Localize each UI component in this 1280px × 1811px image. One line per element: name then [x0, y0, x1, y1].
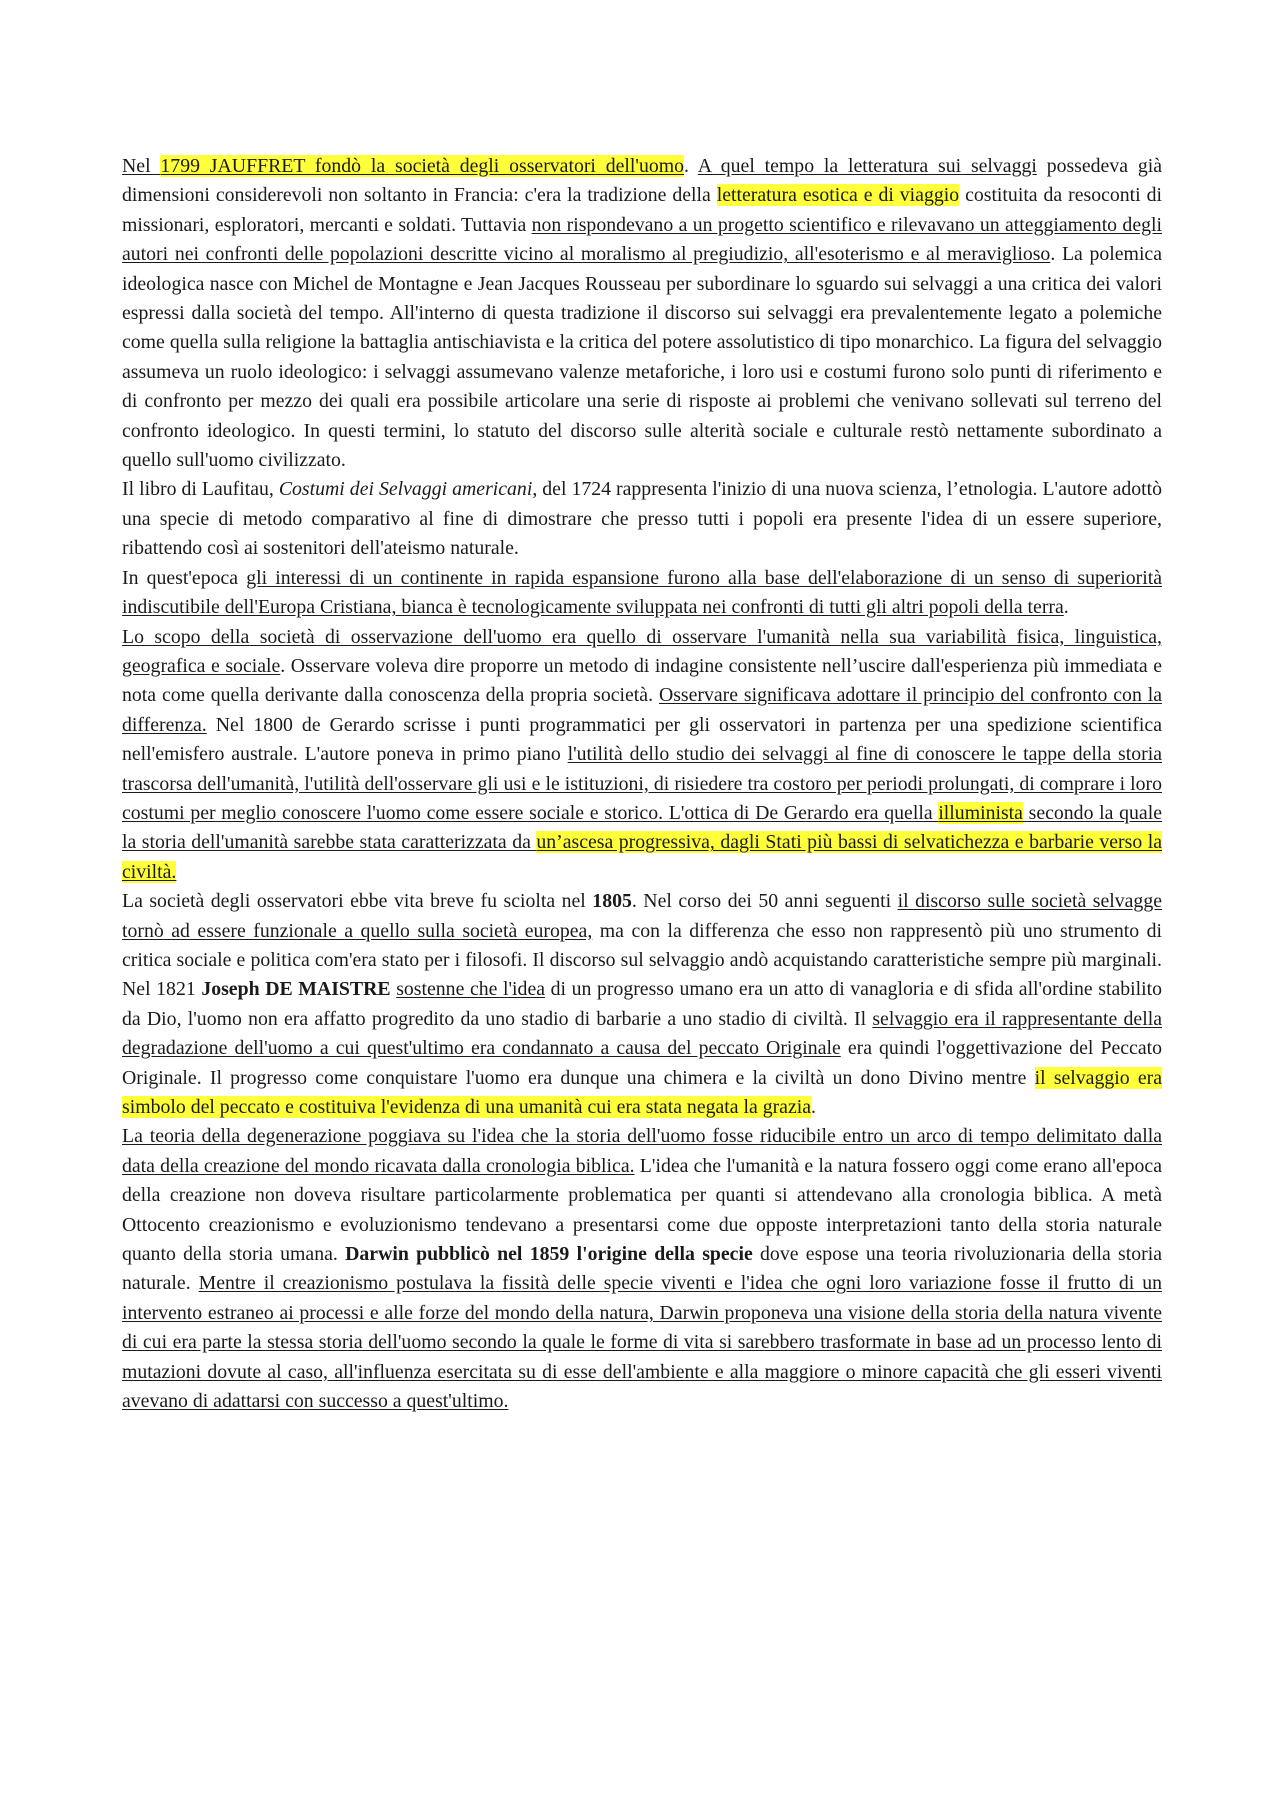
text-segment: possedeva già dimensioni considerevoli non soltanto in Francia: c'era la tradizione della	[122, 155, 1163, 207]
text-segment: .	[1063, 596, 1069, 619]
text-segment: dove espose una teoria rivoluzionaria della storia naturale.	[122, 1243, 1162, 1295]
paragraph-jauffret	[122, 152, 1162, 475]
text-segment: L'idea che l'umanità e la natura fossero oggi come erano all'epoca della creazione non doveva risultare particolarmente problematica per quanti si attendevano alla cronologia biblica. A metà Ottocento creazionismo e evoluzionismo tendevano a presentarsi come due opposte interpretazioni tanto della storia naturale quanto della storia umana.	[122, 1154, 1162, 1266]
paragraph-observation	[122, 623, 1162, 888]
text-segment: Lo scopo della società di osservazione dell'uomo era quello di osservare l'umanità nella sua variabilità fisica, linguistica, geografica e sociale	[122, 625, 1162, 677]
text-segment: un’ascesa progressiva, dagli Stati più bassi di selvatichezza e barbarie verso la civiltà.	[122, 831, 1162, 883]
text-segment: selvaggio era il rappresentante della degradazione dell'uomo a cui quest'ultimo era condannato a causa del peccato Originale	[122, 1007, 1162, 1060]
text-segment: sostenne che l'idea	[396, 978, 545, 1001]
text-segment: Costumi dei Selvaggi americani	[278, 478, 533, 501]
paragraph-laufitau	[122, 475, 1162, 563]
text-segment: Mentre il creazionismo postulava la fissità delle specie viventi e l'idea che ogni loro variazione fosse il frutto di un intervento estraneo ai processi e alle forze del mondo della natura, Darwin proponeva una visione della storia della natura vivente di cui era parte la stessa storia dell'uomo secondo la quale le forme di vita si sarebbero trasformate in base ad un processo lento di mutazioni dovute al caso, all'influenza esercitata su di esse dell'ambiente e alla maggiore o minore capacità che gli esseri viventi avevano di adattarsi con successo a quest'ultimo.	[122, 1272, 1162, 1413]
text-segment: costituita da resoconti di missionari, esploratori, mercanti e soldati. Tuttavia	[122, 184, 1162, 236]
text-segment: l'utilità dello studio dei selvaggi al fine di conoscere le tappe della storia trascorsa dell'umanità, l'utilità dell'osservare gli usi e le istituzioni, di risiedere tra costoro per periodi prolungati, di comprare i loro costumi per meglio conoscere l'uomo come essere sociale e storico. L'ottica di De Gerardo era quella	[122, 743, 1162, 824]
text-segment: gli interessi di un continente in rapida espansione furono alla base dell'elaborazione di un senso di superiorità indiscutibile dell'Europa Cristiana, bianca è tecnologicamente sviluppata nei confronti di tutti gli altri popoli della terra	[122, 566, 1163, 619]
text-segment: La società degli osservatori ebbe vita breve fu sciolta nel	[122, 890, 593, 913]
text-segment: . Nel corso dei 50 anni seguenti	[631, 890, 898, 913]
text-segment: letteratura esotica e di viaggio	[716, 184, 960, 207]
text-segment: Osservare significava adottare il principio del confronto con la differenza.	[122, 684, 1163, 736]
text-segment: non rispondevano a un progetto scientifico e rilevavano un atteggiamento degli autori nei confronti delle popolazioni descritte vicino al moralismo al pregiudizio, all'esoterismo e al meraviglioso	[122, 213, 1162, 266]
text-segment: secondo la quale la storia dell'umanità sarebbe stata caratterizzata da	[122, 801, 1162, 854]
text-segment: . Osservare voleva dire proporre un metodo di indagine consistente nell’uscire dall'esperienza più immediata e nota come quella derivante dalla conoscenza della propria società.	[122, 654, 1162, 707]
text-segment: A quel tempo la letteratura sui selvaggi	[697, 155, 1037, 177]
paragraph-de-maistre	[122, 887, 1162, 1122]
text-segment: Nel	[122, 155, 161, 177]
document-page	[122, 152, 1162, 1416]
text-segment: La teoria della degenerazione poggiava su l'idea che la storia dell'uomo fosse riducibile entro un arco di tempo delimitato dalla data della creazione del mondo ricavata dalla cronologia biblica.	[122, 1125, 1162, 1177]
text-segment: Il libro di Laufitau,	[122, 478, 279, 501]
text-segment: Joseph DE MAISTRE	[201, 978, 391, 1001]
paragraph-europe	[122, 564, 1162, 623]
text-segment: , del 1724 rappresenta l'inizio di una nuova scienza, l’etnologia. L'autore adottò una specie di metodo comparativo al fine di dimostrare che presso tutti i popoli era presente l'idea di un essere superiore, ribattendo così ai sostenitori dell'ateismo naturale.	[122, 478, 1163, 560]
text-segment: il discorso sulle società selvagge tornò ad essere funzionale a quello sulla società europea,	[122, 890, 1162, 942]
text-segment: illuminista	[938, 801, 1023, 824]
text-segment: 1805	[592, 890, 632, 913]
text-segment: .	[811, 1096, 816, 1118]
text-segment: Nel 1800 de Gerardo scrisse i punti programmatici per gli osservatori in partenza per una spedizione scientifica nell'emisfero australe. L'autore poneva in primo piano	[122, 713, 1162, 766]
text-segment: . La polemica ideologica nasce con Michel de Montagne e Jean Jacques Rousseau per subordinare lo sguardo sui selvaggi a una critica dei valori espressi dalla società del tempo. All'interno di questa tradizione il discorso sui selvaggi era prevalentemente legato a polemiche come quella sulla religione la battaglia antischiavista e la critica del potere assolutistico di tipo monarchico. La figura del selvaggio assumeva un ruolo ideologico: i selvaggi assumevano valenze metaforiche, i loro usi e costumi furono solo punti di riferimento e di confronto per mezzo dei quali era possibile articolare una serie di risposte ai problemi che venivano sollevati sul terreno del confronto ideologico. In questi termini, lo statuto del discorso sulle alterità sociale e culturale restò nettamente subordinato a quello sull'uomo civilizzato.	[122, 243, 1162, 472]
paragraph-darwin	[122, 1122, 1162, 1416]
text-segment: .	[684, 155, 698, 177]
text-segment: era quindi l'oggettivazione del Peccato Originale. Il progresso come conquistare l'uomo era dunque una chimera e la civiltà un dono Divino mentre	[122, 1037, 1162, 1089]
text-segment: In quest'epoca	[122, 566, 247, 589]
text-segment: 1799 JAUFFRET fondò la società degli osservatori dell'uomo	[160, 155, 685, 177]
text-segment: il selvaggio era simbolo del peccato e costituiva l'evidenza di una umanità cui era stata negata la grazia	[122, 1066, 1162, 1118]
text-segment: Darwin pubblicò nel 1859 l'origine della specie	[345, 1243, 753, 1266]
text-segment: di un progresso umano era un atto di vanagloria e di sfida all'ordine stabilito da Dio, l'uomo non era affatto progredito da uno stadio di barbarie a uno stadio di civiltà. Il	[122, 978, 1162, 1030]
text-segment: ma con la differenza che esso non rappresentò più uno strumento di critica sociale e politica com'era stato per i filosofi. Il discorso sul selvaggio andò acquistando caratteristiche sempre più marginali. Nel 1821	[122, 919, 1162, 1001]
